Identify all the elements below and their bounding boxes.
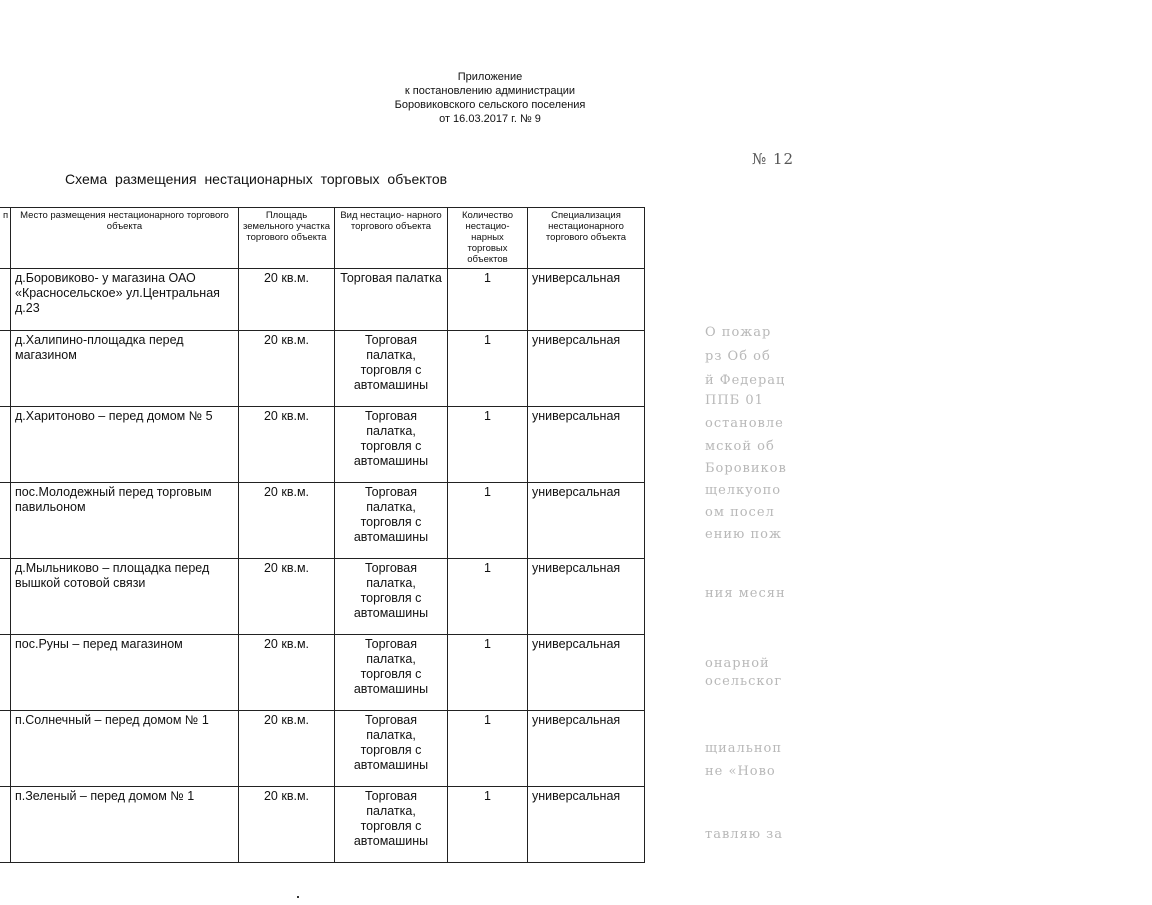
qty-cell: 1	[448, 711, 528, 787]
col-header-num: п	[0, 208, 11, 269]
row-number-cell	[0, 269, 11, 331]
bleed-through-text: й Федерац	[705, 373, 786, 388]
area-cell: 20 кв.м.	[239, 787, 335, 863]
col-header-area: Площадь земельного участка торгового объекта	[239, 208, 335, 269]
appendix-line: Боровиковского сельского поселения	[394, 99, 586, 111]
table-header-row	[0, 208, 645, 269]
table-row	[0, 787, 645, 863]
place-cell: д.Боровиково- у магазина ОАО «Красносельское» ул.Центральная д.23	[11, 269, 239, 331]
qty-cell: 1	[448, 331, 528, 407]
kind-cell: Торговая палатка	[335, 269, 448, 331]
table-row	[0, 635, 645, 711]
col-header-place: Место размещения нестационарного торгового объекта	[11, 208, 239, 269]
bleed-through-text: не «Ново	[705, 764, 776, 779]
appendix-line: к постановлению администрации	[404, 85, 576, 97]
kind-cell: Торговая палатка, торговля с автомашины	[335, 559, 448, 635]
qty-cell: 1	[448, 407, 528, 483]
bleed-through-text: ния месян	[705, 586, 786, 601]
col-header-kind: Вид нестацио- нарного торгового объекта	[335, 208, 448, 269]
kind-cell: Торговая палатка, торговля с автомашины	[335, 407, 448, 483]
spec-cell: универсальная	[528, 711, 645, 787]
bleed-through-text: Боровиков	[705, 461, 787, 476]
place-cell: д.Халипино-площадка перед магазином	[11, 331, 239, 407]
area-cell: 20 кв.м.	[239, 483, 335, 559]
table-row	[0, 331, 645, 407]
placement-table	[0, 207, 645, 863]
place-cell: пос.Молодежный перед торговым павильоном	[11, 483, 239, 559]
kind-cell: Торговая палатка, торговля с автомашины	[335, 787, 448, 863]
area-cell: 20 кв.м.	[239, 635, 335, 711]
appendix-header	[360, 70, 620, 126]
row-number-cell	[0, 407, 11, 483]
place-cell: д.Харитоново – перед домом № 5	[11, 407, 239, 483]
spec-cell: универсальная	[528, 407, 645, 483]
row-number-cell	[0, 559, 11, 635]
bleed-through-text: тавляю за	[705, 827, 784, 842]
area-cell: 20 кв.м.	[239, 711, 335, 787]
row-number-cell	[0, 483, 11, 559]
place-cell: д.Мыльниково – площадка перед вышкой сотовой связи	[11, 559, 239, 635]
qty-cell: 1	[448, 483, 528, 559]
area-cell: 20 кв.м.	[239, 331, 335, 407]
area-cell: 20 кв.м.	[239, 407, 335, 483]
bleed-through-text: ом посел	[705, 505, 775, 520]
row-number-cell	[0, 711, 11, 787]
qty-cell: 1	[448, 635, 528, 711]
place-cell: пос.Руны – перед магазином	[11, 635, 239, 711]
col-header-qty: Количество нестацио- нарных торговых объектов	[448, 208, 528, 269]
row-number-cell	[0, 787, 11, 863]
row-number-cell	[0, 635, 11, 711]
bleed-through-text: рз Об об	[705, 349, 771, 364]
bleed-through-text: О пожар	[705, 325, 772, 340]
place-cell: п.Зеленый – перед домом № 1	[11, 787, 239, 863]
bleed-through-text: щиальноп	[705, 741, 782, 756]
qty-cell: 1	[448, 269, 528, 331]
bleed-through-text: остановле	[705, 416, 784, 431]
appendix-line: от 16.03.2017 г. № 9	[439, 113, 541, 125]
bleed-through-text: ППБ 01	[705, 393, 764, 408]
spec-cell: универсальная	[528, 331, 645, 407]
spec-cell: универсальная	[528, 635, 645, 711]
table-row	[0, 711, 645, 787]
spec-cell: универсальная	[528, 559, 645, 635]
page-title: Схема размещения нестационарных торговых объектов	[65, 171, 448, 187]
qty-cell: 1	[448, 787, 528, 863]
kind-cell: Торговая палатка, торговля с автомашины	[335, 331, 448, 407]
qty-cell: 1	[448, 559, 528, 635]
page-number: № 12	[752, 150, 795, 168]
area-cell: 20 кв.м.	[239, 559, 335, 635]
table-row	[0, 269, 645, 331]
kind-cell: Торговая палатка, торговля с автомашины	[335, 483, 448, 559]
kind-cell: Торговая палатка, торговля с автомашины	[335, 635, 448, 711]
col-header-spec: Специализация нестационарного торгового объекта	[528, 208, 645, 269]
table-row	[0, 483, 645, 559]
bleed-through-text: мской об	[705, 439, 775, 454]
kind-cell: Торговая палатка, торговля с автомашины	[335, 711, 448, 787]
scan-speck	[297, 896, 299, 898]
row-number-cell	[0, 331, 11, 407]
table-row	[0, 559, 645, 635]
table-row	[0, 407, 645, 483]
bleed-through-text: осельског	[705, 674, 783, 689]
appendix-line: Приложение	[457, 71, 523, 83]
spec-cell: универсальная	[528, 483, 645, 559]
bleed-through-text: онарной	[705, 656, 770, 671]
spec-cell: универсальная	[528, 787, 645, 863]
area-cell: 20 кв.м.	[239, 269, 335, 331]
bleed-through-text: щелкуопо	[705, 483, 782, 498]
bleed-through-text: ению пож	[705, 527, 782, 542]
spec-cell: универсальная	[528, 269, 645, 331]
place-cell: п.Солнечный – перед домом № 1	[11, 711, 239, 787]
